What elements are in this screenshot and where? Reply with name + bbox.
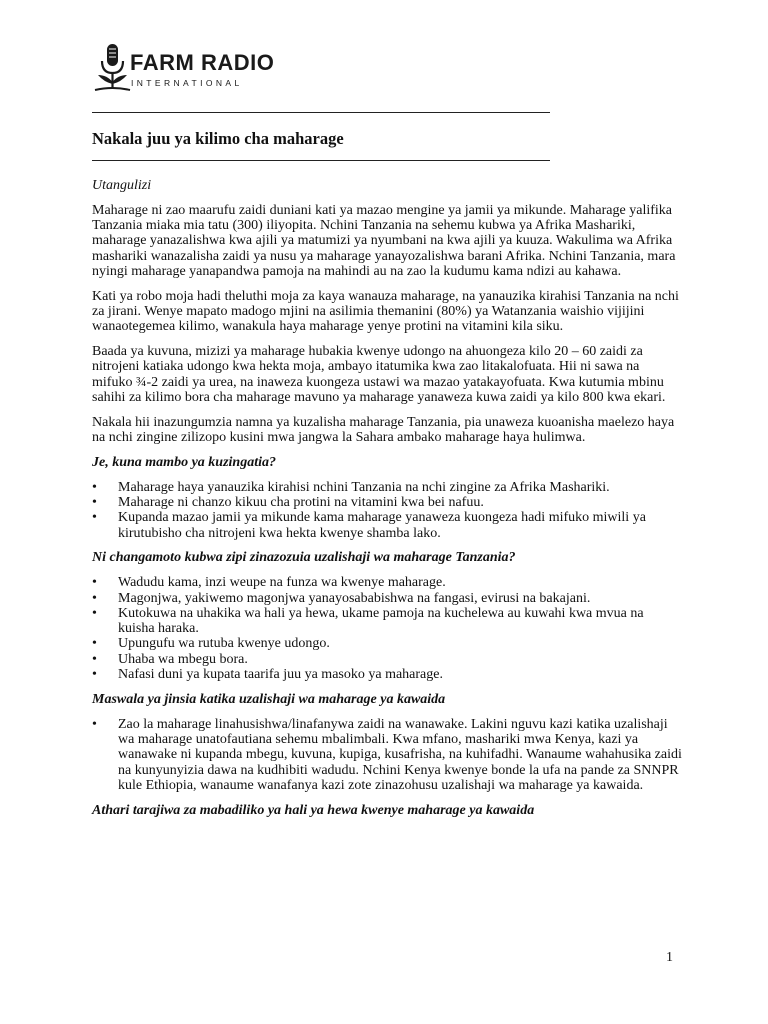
bullet-list (92, 717, 682, 793)
bullet-icon: • (92, 510, 97, 526)
list-item-text: Zao la maharage linahusishwa/linafanywa zaidi na wanawake. Lakini nguvu kazi katika uzalishaji wa maharage unatofautiana sehemu mbalimbali. Kwa mfano, mashariki mwa Kenya, kazi ya wanawake ni kupanda mbegu, kuvuna, kupiga, kusafrisha, na kuhifadhi. Wanaume wahahusika zaidi na kunyunyizia dawa na kudhibiti wadudu. Nchini Kenya kwenye bonde la ufa na pande za SNNPR kule Ethiopia, wanaume wanafanya kazi zote zinazohusu uzalishaji wa maharage ya kawaida. (118, 716, 682, 793)
section-heading: Ni changamoto kubwa zipi zinazozuia uzalishaji wa maharage Tanzania? (92, 550, 516, 566)
list-item-text: Wadudu kama, inzi weupe na funza wa kwenye maharage. (118, 575, 446, 591)
list-item (92, 667, 682, 682)
bullet-icon: • (92, 651, 97, 667)
list-item-text: Nafasi duni ya kupata taarifa juu ya masoko ya maharage. (118, 667, 443, 683)
bullet-list (92, 480, 682, 541)
paragraph: Maharage ni zao maarufu zaidi duniani kati ya mazao mengine ya jamii ya mikunde. Maharage yalifika Tanzania miaka mia tatu (300) iliyopita. Nchini Tanzania na sehemu kubwa ya Afrika Mashariki, maharage yanazalishwa kwa ajili ya matumizi ya nyumbani na kwa ajili ya kuuza. Wakulima wa Afrika mashariki wanazalisha zaidi ya nusu ya maharage yanayozalishwa barani Afrika. Nchini Tanzania, mara nyingi maharage yanapandwa pamoja na mahindi au na zao la kudumu kama ndizi au kahawa. (92, 202, 676, 279)
paragraph: Nakala hii inazungumzia namna ya kuzalisha maharage Tanzania, pia unaweza kuoanisha maelezo haya na nchi zingine zilizopo kusini mwa jangwa la Sahara ambako maharage haya hulimwa. (92, 414, 675, 446)
header-rule-bottom (92, 160, 550, 161)
bullet-icon: • (92, 605, 97, 621)
section-heading: Athari tarajiwa za mabadiliko ya hali ya hewa kwenye maharage ya kawaida (92, 802, 535, 818)
bullet-list (92, 575, 682, 682)
list-item-text: Maharage haya yanauzika kirahisi nchini Tanzania na nchi zingine za Afrika Mashariki. (118, 479, 610, 495)
section-heading: Maswala ya jinsia katika uzalishaji wa maharage ya kawaida (92, 691, 446, 707)
bullet-icon: • (92, 575, 97, 591)
header-rule-top (92, 112, 550, 113)
list-item (92, 480, 682, 495)
section-heading: Utangulizi (92, 178, 152, 193)
bullet-icon: • (92, 636, 97, 652)
list-item-text: Uhaba wa mbegu bora. (118, 651, 248, 667)
list-item (92, 591, 682, 606)
microphone-sprout-icon (92, 44, 132, 94)
paragraph: Kati ya robo moja hadi theluthi moja za kaya wanauza maharage, na yanauzika kirahisi Tanzania na nchi za jirani. Wenye mapato madogo mjini na asilimia themanini (80%) ya Watanzania waishio vijijini wanaotegemea kilimo, wanakula haya maharage yenye protini na vitamini kila siku. (92, 288, 679, 335)
bullet-icon: • (92, 590, 97, 606)
bullet-icon: • (92, 479, 97, 495)
paragraph: Baada ya kuvuna, mizizi ya maharage hubakia kwenye udongo na ahuongeza kilo 20 – 60 zaidi za nitrojeni katiaka udongo kwa hekta moja, ambayo itatumika kwa zao litakalofuata. Hii ni sawa na mifuko ¾-2 zaidi ya urea, na inaweza kuongeza ustawi wa mazao yatakayofuata. Kwa kutumia mbinu sahihi za kilimo bora cha maharage mavuno ya maharage yanaweza kuwa zaidi ya kilo 800 kwa ekari. (92, 344, 666, 406)
document-title: Nakala juu ya kilimo cha maharage (92, 129, 344, 148)
bullet-icon: • (92, 495, 97, 511)
document-body (92, 178, 682, 827)
logo-title: FARM RADIO (130, 50, 275, 75)
bullet-icon: • (92, 667, 97, 683)
list-item (92, 717, 682, 793)
list-item (92, 652, 682, 667)
list-item (92, 575, 682, 590)
logo-subtitle: INTERNATIONAL (131, 78, 243, 88)
list-item-text: Kutokuwa na uhakika wa hali ya hewa, ukame pamoja na kuchelewa au kuwahi kwa mvua na kuisha haraka. (118, 605, 644, 637)
list-item-text: Kupanda mazao jamii ya mikunde kama maharage yanaweza kuongeza hadi mifuko miwili ya kirutubisho cha nitrojeni kwa hekta kwenye shamba lako. (118, 510, 646, 541)
list-item (92, 495, 682, 510)
list-item-text: Upungufu wa rutuba kwenye udongo. (118, 636, 330, 652)
section-heading: Je, kuna mambo ya kuzingatia? (92, 454, 276, 470)
farm-radio-logo (92, 44, 292, 94)
list-item (92, 606, 682, 637)
list-item-text: Magonjwa, yakiwemo magonjwa yanayosababishwa na fangasi, evirusi na bakajani. (118, 590, 591, 606)
list-item-text: Maharage ni chanzo kikuu cha protini na vitamini kwa bei nafuu. (118, 495, 484, 511)
page-number: 1 (666, 950, 673, 965)
bullet-icon: • (92, 716, 97, 732)
list-item (92, 510, 682, 541)
list-item (92, 636, 682, 651)
